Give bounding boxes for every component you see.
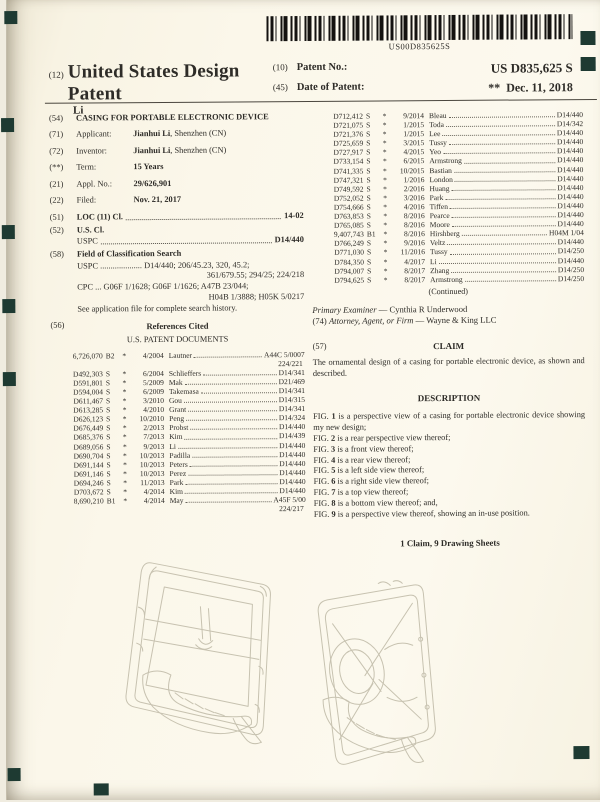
reference-row: D676,449 S * 2/2013 Probst D14/440 bbox=[73, 422, 306, 433]
invention-title: CASING FOR PORTABLE ELECTRONIC DEVICE bbox=[75, 112, 269, 123]
uspc-class: D14/440 bbox=[274, 235, 304, 245]
figure-descriptions bbox=[313, 410, 586, 521]
claim-heading: (57) CLAIM bbox=[312, 340, 465, 352]
reference-row: D626,123 S * 10/2010 Peng D14/324 bbox=[73, 413, 306, 424]
figure-description: FIG. 1 is a perspective view of a casing for portable electronic device showing my new design; bbox=[313, 409, 586, 432]
figure-description: FIG. 5 is a left side view thereof; bbox=[313, 465, 425, 476]
date-label: Date of Patent: bbox=[296, 81, 365, 94]
us-cl-label: U.S. Cl. bbox=[76, 225, 105, 235]
reference-row: 8,690,210 B1 * 4/2014 May A45F 5/00 bbox=[73, 495, 306, 506]
scan-mark bbox=[2, 225, 15, 239]
reference-row: D689,056 S * 9/2013 Li D14/440 bbox=[73, 440, 306, 452]
figure-description: FIG. 4 is a rear view thereof; bbox=[313, 454, 411, 465]
header-left bbox=[49, 60, 279, 117]
reference-row: D794,625 S * 8/2017 Armstrong D14/250 bbox=[334, 273, 585, 285]
scan-mark bbox=[573, 746, 589, 759]
references-left-table bbox=[51, 350, 306, 515]
reference-row: D754,666 S * 4/2016 Tiffen D14/440 bbox=[333, 200, 584, 212]
reference-row: D591,801 S * 5/2009 Mak D21/469 bbox=[73, 376, 305, 388]
reference-row: D613,285 S * 4/2010 Grant D14/341 bbox=[73, 404, 306, 415]
left-column: (54) CASING FOR PORTABLE ELECTRONIC DEVICE (71) Applicant: Jianhui Li, Shenzhen (CN) (72) Inventor: Jianhui Li, Shenzhen (CN) (**) Term: 15 Years (21) Appl. No.: 29/626,901 (22) Filed: Nov. 21, 2017 (51) LOC (11) Cl. 14-02 (52) U.S. Cl. USPC D14/440 (58) Field of Classification Search USPC .................... D14/440; 206/45.23, 320, 45.2; 361/679.55; 294/25; 224/218 CPC ... G06F 1/1628; G06F 1/1626; A47B 23/044; H04B 1/3888; H05K 5/0217 See application file for complete search history. (56) References Cited U.S. PATENT DOCUMENTS 6,726,070 B2 * 4/2004 Lautner A44C 5/0007 224/221 D492,303 S * 6/2004 Schlieffers D14/341 D591,801 S * 5/2009 Mak D21/469 D594,004 S * 6/2009 Takemasa D14/341 D611,467 S * 3/2010 Gou D14/315 D613,285 S * 4/2010 Grant D14/341 D626,123 S * 10/2010 Peng D14/324 D676,449 S * 2/2013 Probst D14/440 D685,376 S * 7/2013 Kim D14/439 D689,056 S * 9/2013 Li D14/440 D690,704 S * 10/2013 Padilla D14/440 D691,144 S * 10/2013 Peters D14/440 D691,146 S * 10/2013 Perez D14/440 D694,246 S * 11/2013 Park D14/440 D703,672 S * 4/2014 Kim D14/440 8,690,210 B1 * 4/2014 May A45F 5/00 224/217 bbox=[48, 112, 306, 514]
loc-label: LOC (11) Cl. bbox=[76, 211, 124, 222]
applicant: Jianhui Li, Shenzhen (CN) bbox=[133, 128, 227, 139]
description-heading: DESCRIPTION bbox=[417, 392, 481, 404]
references-cited-heading: References Cited bbox=[146, 320, 209, 331]
us-patent-documents-heading: U.S. PATENT DOCUMENTS bbox=[126, 334, 229, 344]
reference-row: 9,407,743 B1 * 8/2016 Hirshberg H04M 1/04 bbox=[333, 228, 584, 240]
header-right bbox=[273, 60, 573, 101]
reference-row: D691,144 S * 10/2013 Peters D14/440 bbox=[73, 458, 306, 470]
attorney-line: (74) Attorney, Agent, or Firm — Wayne & King LLC bbox=[312, 315, 497, 327]
reference-row: D733,154 S * 6/2015 Armstrong D14/440 bbox=[333, 155, 584, 167]
figure-drawing-rear-perspective bbox=[294, 579, 465, 776]
reference-row-continuation: 224/221 bbox=[278, 358, 303, 368]
filed-date: Nov. 21, 2017 bbox=[133, 195, 182, 205]
reference-row-continuation: 224/217 bbox=[279, 504, 304, 514]
scan-mark bbox=[2, 299, 15, 313]
reference-row: D766,249 S * 9/2016 Veltz D14/440 bbox=[334, 237, 584, 249]
reference-row: D611,467 S * 3/2010 Gou D14/315 bbox=[73, 395, 306, 406]
field-search-body: USPC .................... D14/440; 206/45.23, 320, 45.2; 361/679.55; 294/25; 224/218 CPC ... G06F 1/1628; G06F 1/1626; A47B 23/044; H04B 1/3888; H05K 5/0217 See application file for complete search history. bbox=[77, 260, 305, 314]
reference-row: D749,592 S * 2/2016 Huang D14/440 bbox=[333, 182, 584, 194]
page-content bbox=[4, 0, 600, 802]
figure-drawing-front-perspective bbox=[112, 546, 288, 757]
reference-row: D712,412 S * 9/2014 Bleau D14/440 bbox=[333, 110, 584, 121]
figure-description: FIG. 9 is a perspective view thereof, showing an in-use position. bbox=[313, 508, 530, 520]
reference-row: D721,376 S * 1/2015 Lee D14/440 bbox=[333, 128, 584, 139]
reference-row: D694,246 S * 11/2013 Park D14/440 bbox=[73, 476, 306, 488]
term-value: 15 Years bbox=[133, 162, 164, 172]
page-title: United States Design Patent bbox=[67, 60, 240, 105]
patent-date: ** Dec. 11, 2018 bbox=[488, 80, 573, 95]
reference-row: 6,726,070 B2 * 4/2004 Lautner A44C 5/0007 bbox=[72, 349, 305, 361]
figure-description: FIG. 7 is a top view thereof; bbox=[313, 487, 409, 498]
reference-row: D703,672 S * 4/2014 Kim D14/440 bbox=[73, 486, 306, 497]
inventor-short: Li bbox=[72, 104, 84, 117]
field-search-label: Field of Classification Search bbox=[76, 249, 182, 259]
reference-row: D752,052 S * 3/2016 Park D14/440 bbox=[333, 191, 584, 203]
title-code: (54) bbox=[48, 113, 64, 123]
scan-mark bbox=[3, 372, 16, 386]
reference-row: D784,350 S * 4/2017 Li D14/440 bbox=[334, 255, 585, 267]
reference-row: D771,030 S * 11/2016 Tussy D14/250 bbox=[334, 246, 584, 258]
figure-description: FIG. 2 is a rear perspective view thereof; bbox=[313, 432, 451, 443]
reference-row: D492,303 S * 6/2004 Schlieffers D14/341 bbox=[72, 367, 305, 379]
reference-row: D727,917 S * 4/2015 Yeo D14/440 bbox=[333, 146, 584, 158]
barcode-icon bbox=[266, 14, 572, 41]
application-number: 29/626,901 bbox=[133, 178, 172, 188]
scan-mark bbox=[4, 11, 17, 24]
barcode-block bbox=[266, 14, 572, 52]
references-right-table bbox=[311, 110, 584, 285]
figure-description: FIG. 8 is a bottom view thereof; and, bbox=[313, 498, 438, 509]
scan-mark bbox=[94, 783, 109, 795]
date-code: (45) bbox=[272, 82, 288, 93]
patent-no-code: (10) bbox=[272, 62, 288, 73]
reference-row: D685,376 S * 7/2013 Kim D14/439 bbox=[73, 431, 306, 443]
reference-row: D691,146 S * 10/2013 Perez D14/440 bbox=[73, 467, 306, 479]
figure-description: FIG. 3 is a front view thereof; bbox=[313, 443, 414, 454]
scan-mark bbox=[581, 57, 596, 71]
loc-class: 14-02 bbox=[284, 210, 304, 220]
inventor: Jianhui Li, Shenzhen (CN) bbox=[133, 145, 227, 156]
reference-row: D747,321 S * 1/2016 London D14/440 bbox=[333, 173, 584, 185]
kind-code: (12) bbox=[48, 69, 64, 80]
reference-row: D794,007 S * 8/2017 Zhang D14/250 bbox=[334, 264, 585, 276]
patent-number: US D835,625 S bbox=[490, 60, 573, 76]
barcode-text: US00D835625S bbox=[388, 40, 451, 52]
right-column bbox=[311, 110, 586, 549]
scan-mark bbox=[8, 768, 21, 781]
claim-text: The ornamental design of a casing for portable electronic device, as shown and described. bbox=[312, 356, 585, 378]
reference-row: D721,075 S * 1/2015 Toda D14/342 bbox=[333, 119, 584, 130]
reference-row: D690,704 S * 10/2013 Padilla D14/440 bbox=[73, 449, 306, 461]
patent-page bbox=[6, 0, 600, 800]
reference-row: D763,853 S * 8/2016 Pearce D14/440 bbox=[333, 210, 584, 221]
reference-row: D741,335 S * 10/2015 Bastian D14/440 bbox=[333, 164, 584, 176]
scan-mark bbox=[580, 31, 595, 45]
uspc-label: USPC bbox=[76, 236, 98, 246]
reference-row: D594,004 S * 6/2009 Takemasa D14/341 bbox=[73, 385, 305, 397]
claims-sheets-note: 1 Claim, 9 Drawing Sheets bbox=[400, 537, 500, 549]
scan-mark bbox=[1, 118, 14, 132]
examiner-line: Primary Examiner — Cynthia R Underwood bbox=[312, 303, 468, 315]
figure-description: FIG. 6 is a right side view thereof; bbox=[313, 476, 429, 487]
patent-no-label: Patent No.: bbox=[296, 61, 348, 74]
continued-note: (Continued) bbox=[428, 286, 469, 296]
reference-row: D765,085 S * 8/2016 Moore D14/440 bbox=[333, 219, 584, 230]
reference-row: D725,659 S * 3/2015 Tussy D14/440 bbox=[333, 137, 584, 149]
